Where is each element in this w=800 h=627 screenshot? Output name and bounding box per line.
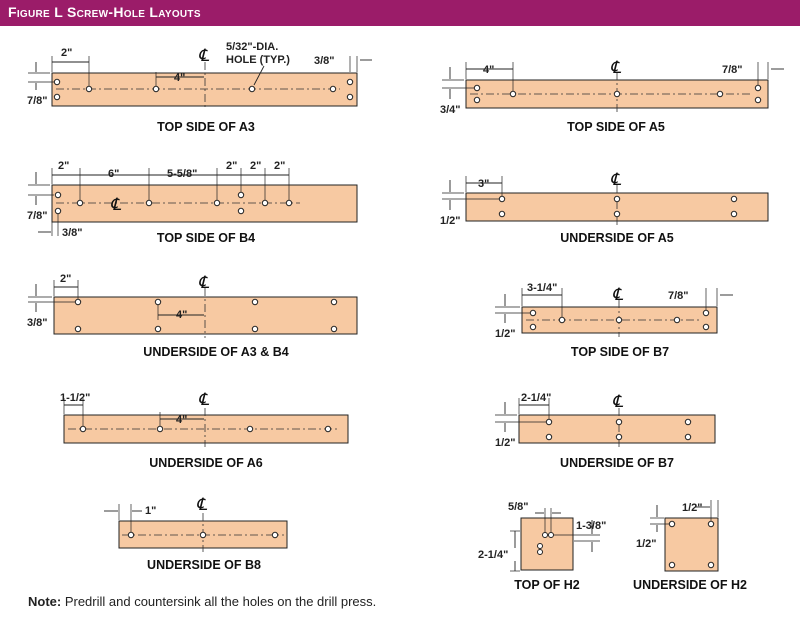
hole — [331, 299, 336, 304]
hole — [755, 85, 760, 90]
dim-a5under-3in: 3" — [478, 178, 490, 190]
hole — [249, 86, 254, 91]
dim-a3b4-4in: 4" — [176, 309, 188, 321]
dim-a3-3-8in: 3/8" — [314, 55, 335, 67]
dim-a6-4in: 4" — [176, 414, 188, 426]
a6-under-drawing — [60, 390, 348, 470]
dim-a6-1-1-2in: 1-1/2" — [60, 392, 91, 404]
dim-b7under-2-1-4in: 2-1/4" — [521, 392, 552, 404]
hole — [546, 419, 551, 424]
dim-b4-2in-b: 2" — [226, 160, 238, 172]
hole — [543, 533, 548, 538]
hole — [75, 326, 80, 331]
hole — [538, 544, 543, 549]
hole — [616, 419, 621, 424]
hole — [731, 211, 736, 216]
hole — [669, 562, 674, 567]
b4-top-board — [52, 185, 357, 222]
dim-a5top-3-4in: 3/4" — [440, 104, 461, 116]
caption-a3-top: TOP SIDE OF A3 — [157, 120, 255, 134]
note-text: Predrill and countersink all the holes on the drill press. — [61, 594, 377, 609]
b7-under-drawing — [495, 392, 715, 470]
hole — [238, 192, 243, 197]
hole — [347, 94, 352, 99]
dim-a3-4in: 4" — [174, 72, 186, 84]
hole — [155, 326, 160, 331]
dim-a3b4-2in: 2" — [60, 273, 72, 285]
caption-a6-under: UNDERSIDE OF A6 — [149, 456, 263, 470]
dim-b7under-1-2in: 1/2" — [495, 437, 516, 449]
hole — [80, 426, 85, 431]
hole — [708, 521, 713, 526]
dim-b7top-3-1-4in: 3-1/4" — [527, 282, 558, 294]
dim-h2top-5-8in: 5/8" — [508, 501, 529, 513]
hole — [347, 79, 352, 84]
hole — [559, 317, 564, 322]
dim-a5top-7-8in: 7/8" — [722, 64, 743, 76]
caption-a3b4-under: UNDERSIDE OF A3 & B4 — [143, 345, 289, 359]
hole — [331, 326, 336, 331]
hole — [703, 324, 708, 329]
hole — [708, 562, 713, 567]
centerline-symbol: ℄ — [612, 285, 623, 305]
hole — [614, 91, 619, 96]
hole — [252, 299, 257, 304]
hole — [616, 317, 621, 322]
b8-under-drawing — [104, 495, 287, 572]
hole — [262, 200, 267, 205]
hole — [510, 91, 515, 96]
centerline-symbol: ℄ — [610, 58, 621, 78]
caption-b7-under: UNDERSIDE OF B7 — [560, 456, 674, 470]
hole — [55, 208, 60, 213]
dim-b4-3-8in: 3/8" — [62, 227, 83, 239]
hole — [499, 211, 504, 216]
hole — [755, 97, 760, 102]
hole — [703, 310, 708, 315]
hole — [157, 426, 162, 431]
dim-b8-1in: 1" — [145, 505, 157, 517]
caption-a5-under: UNDERSIDE OF A5 — [560, 231, 674, 245]
note-label: Note: — [28, 594, 62, 609]
hole-callout-line2: HOLE (TYP.) — [226, 54, 290, 66]
dim-h2under-1-2in-b: 1/2" — [636, 538, 657, 550]
hole — [717, 91, 722, 96]
dim-b7top-1-2in: 1/2" — [495, 328, 516, 340]
dim-b4-6in: 6" — [108, 168, 120, 180]
h2-under-drawing — [633, 500, 747, 592]
hole — [214, 200, 219, 205]
dim-h2top-1-3-8in: 1-3/8" — [576, 520, 607, 532]
hole — [474, 85, 479, 90]
a3b4-under-board — [54, 297, 357, 334]
hole — [146, 200, 151, 205]
hole — [538, 550, 543, 555]
dim-a3-2in: 2" — [61, 47, 73, 59]
hole-callout-line1: 5/32"-DIA. — [226, 41, 279, 53]
a5-under-drawing — [440, 170, 768, 245]
hole — [674, 317, 679, 322]
hole — [499, 196, 504, 201]
centerline-symbol: ℄ — [612, 392, 623, 412]
caption-a5-top: TOP SIDE OF A5 — [567, 120, 665, 134]
hole — [153, 86, 158, 91]
hole — [731, 196, 736, 201]
dim-a5top-4in: 4" — [483, 64, 495, 76]
figure-title: Figure L Screw-Hole Layouts — [8, 4, 201, 20]
dim-b4-2in-a: 2" — [58, 160, 70, 172]
hole — [685, 419, 690, 424]
dim-b4-7-8in: 7/8" — [27, 210, 48, 222]
hole — [616, 434, 621, 439]
dim-a3b4-3-8in: 3/8" — [27, 317, 48, 329]
hole — [330, 86, 335, 91]
hole — [546, 434, 551, 439]
hole — [128, 532, 133, 537]
centerline-symbol: ℄ — [198, 390, 209, 410]
a3-top-drawing — [27, 41, 372, 134]
hole — [614, 196, 619, 201]
b4-top-drawing — [27, 160, 357, 245]
dim-a5under-1-2in: 1/2" — [440, 215, 461, 227]
hole — [474, 97, 479, 102]
caption-h2-top: TOP OF H2 — [514, 578, 580, 592]
hole — [54, 94, 59, 99]
centerline-symbol: ℄ — [198, 46, 209, 66]
hole — [238, 208, 243, 213]
hole — [77, 200, 82, 205]
a5-top-drawing — [440, 58, 784, 134]
hole — [325, 426, 330, 431]
hole — [155, 299, 160, 304]
caption-b8-under: UNDERSIDE OF B8 — [147, 558, 261, 572]
hole — [614, 211, 619, 216]
caption-h2-under: UNDERSIDE OF H2 — [633, 578, 747, 592]
hole — [685, 434, 690, 439]
h2-top-drawing — [478, 501, 606, 592]
hole — [252, 326, 257, 331]
hole — [54, 79, 59, 84]
drilling-note — [28, 594, 376, 609]
a3b4-under-drawing — [27, 273, 357, 359]
centerline-symbol: ℄ — [196, 495, 207, 515]
hole — [549, 533, 554, 538]
a3-top-board — [52, 73, 357, 106]
hole — [55, 192, 60, 197]
caption-b7-top: TOP SIDE OF B7 — [570, 345, 670, 359]
hole — [75, 299, 80, 304]
hole — [247, 426, 252, 431]
dim-h2under-1-2in-a: 1/2" — [682, 502, 703, 514]
centerline-symbol: ℄ — [110, 195, 121, 215]
hole — [86, 86, 91, 91]
centerline-symbol: ℄ — [198, 273, 209, 293]
b7-top-drawing — [495, 282, 733, 359]
h2-top-board — [521, 518, 573, 570]
dim-b7top-7-8in: 7/8" — [668, 290, 689, 302]
dim-b4-2in-c: 2" — [250, 160, 262, 172]
centerline-symbol: ℄ — [610, 170, 621, 190]
hole — [200, 532, 205, 537]
caption-b4-top: TOP SIDE OF B4 — [156, 231, 256, 245]
hole — [272, 532, 277, 537]
hole — [286, 200, 291, 205]
hole — [530, 324, 535, 329]
hole — [669, 521, 674, 526]
dim-b4-2in-d: 2" — [274, 160, 286, 172]
dim-h2top-2-1-4in: 2-1/4" — [478, 549, 509, 561]
dim-b4-5-5-8in: 5-5/8" — [167, 168, 198, 180]
hole — [530, 310, 535, 315]
dim-a3-7-8in: 7/8" — [27, 95, 48, 107]
